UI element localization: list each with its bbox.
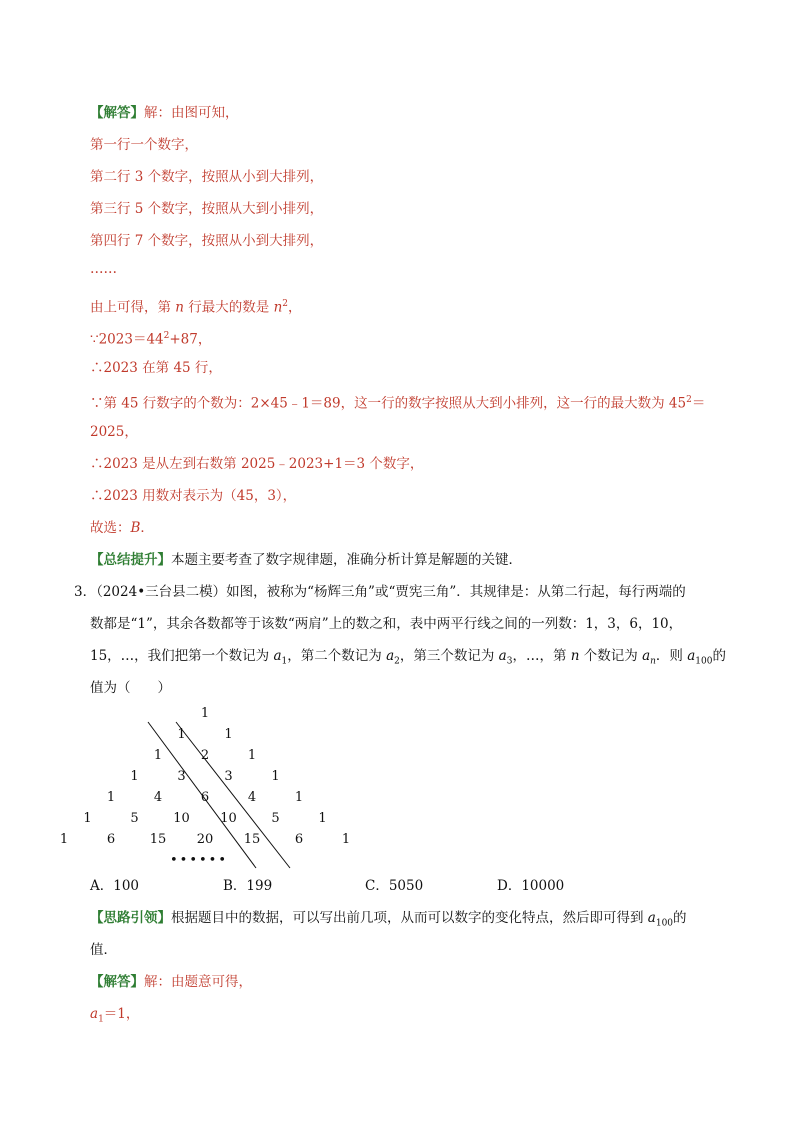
triangle-cell-r4-c3: 4: [247, 790, 257, 805]
triangle-cell-r2-c0: 1: [153, 748, 163, 763]
question-3-line-4: 值为（ ）: [90, 680, 171, 696]
answer-tag: 【解答】: [90, 105, 144, 121]
answer-line-7: ∴2023 在第 45 行，: [90, 360, 222, 376]
triangle-cell-r3-c0: 1: [130, 769, 139, 784]
triangle-cell-r4-c0: 1: [106, 790, 116, 805]
answer-ellipsis: ……: [90, 261, 117, 277]
triangle-cell-r4-c2: 6: [200, 790, 210, 805]
triangle-cell-r6-c5: 6: [294, 832, 304, 847]
answer-line-2: 第二行 3 个数字，按照从小到大排列，: [90, 169, 324, 185]
answer-line-11: ∴2023 用数对表示为（45，3），: [90, 488, 297, 504]
answer-line-8: ∵第 45 行数字的个数为：2×45﹣1＝89，这一行的数字按照从大到小排列，这一行的最大数为 $45^2=$: [90, 395, 706, 412]
option-c[interactable]: C．5050: [365, 878, 424, 894]
answer-intro: 解：由图可知，: [144, 105, 239, 121]
triangle-cell-r3-c2: 3: [224, 769, 233, 784]
summary-text: 本题主要考查了数字规律题，准确分析计算是解题的关键．: [171, 552, 522, 568]
triangle-cell-r5-c4: 5: [271, 811, 280, 826]
triangle-numbers: [60, 706, 350, 847]
option-b[interactable]: B．199: [223, 878, 273, 894]
answer-2-header-line: [90, 972, 252, 992]
triangle-cell-r6-c1: 6: [106, 832, 116, 847]
triangle-cell-r5-c3: 10: [220, 811, 237, 826]
answer-2-tag: 【解答】: [90, 974, 144, 990]
hint-line-1: 【思路引领】根据题目中的数据，可以写出前几项，从而可以数字的变化特点，然后即可得到 $a_{100}$的: [90, 910, 687, 929]
triangle-cell-r6-c2: 15: [149, 832, 167, 847]
answer-line-6: $\because 2023=44^2+87$，: [90, 331, 212, 348]
triangle-cell-r5-c0: 1: [83, 811, 92, 826]
answer-line-5: 由上可得，第 n 行最大的数是 $n^2$，: [90, 299, 302, 316]
triangle-cell-r1-c1: 1: [224, 727, 233, 742]
answer-conclusion: 故选：B．: [90, 520, 154, 536]
option-a[interactable]: A．100: [90, 878, 140, 894]
hint-line-2: 值．: [90, 942, 117, 958]
triangle-cell-r1-c0: 1: [177, 727, 186, 742]
triangle-cell-r4-c4: 1: [294, 790, 304, 805]
triangle-cell-r5-c1: 5: [130, 811, 139, 826]
triangle-cell-r3-c1: 3: [177, 769, 186, 784]
question-3-line-3: 15，…，我们把第一个数记为 $a_1$，第二个数记为 $a_2$，第三个数记为 $a_3$，…，第 n 个数记为 $a_n$．则 $a_{100}$的: [90, 648, 726, 667]
answer-line-10: ∴2023 是从左到右数第 2025﹣2023+1＝3 个数字，: [90, 456, 424, 472]
triangle-cell-r6-c4: 15: [243, 832, 261, 847]
answer-line-9: 2025，: [90, 424, 138, 440]
hint-tag: 【思路引领】: [90, 910, 171, 926]
option-d[interactable]: D．10000: [497, 878, 565, 894]
answer-line-1: 第一行一个数字，: [90, 137, 198, 153]
triangle-cell-r6-c0: 1: [59, 832, 69, 847]
triangle-cell-r6-c6: 1: [341, 832, 351, 847]
triangle-cell-r2-c2: 1: [247, 748, 257, 763]
triangle-cell-r4-c1: 4: [153, 790, 163, 805]
answer-line-3: 第三行 5 个数字，按照从大到小排列，: [90, 201, 324, 217]
triangle-cell-r6-c3: 20: [196, 832, 214, 847]
answer-2-line-1: $a_1=1$，: [90, 1006, 140, 1025]
summary-tag: 【总结提升】: [90, 552, 171, 568]
triangle-ellipsis: ••••••: [169, 853, 229, 868]
parallel-line-2: [176, 722, 290, 868]
answer-2-intro: 解：由题意可得，: [144, 974, 252, 990]
question-3-line-1: 3．（2024•三台县二模）如图，被称为“杨辉三角”或“贾宪三角”．其规律是：从第二行起，每行两端的: [74, 584, 686, 600]
triangle-cell-r5-c2: 10: [173, 811, 190, 826]
triangle-cell-r3-c3: 1: [271, 769, 280, 784]
triangle-cell-r0-c0: 1: [200, 706, 210, 721]
triangle-cell-r5-c5: 1: [318, 811, 327, 826]
triangle-cell-r2-c1: 2: [200, 748, 210, 763]
answer-line-4: 第四行 7 个数字，按照从小到大排列，: [90, 233, 324, 249]
question-3-line-2: 数都是“1”，其余各数都等于该数“两肩”上的数之和，表中两平行线之间的一列数：1，3，6，10，: [90, 616, 683, 632]
